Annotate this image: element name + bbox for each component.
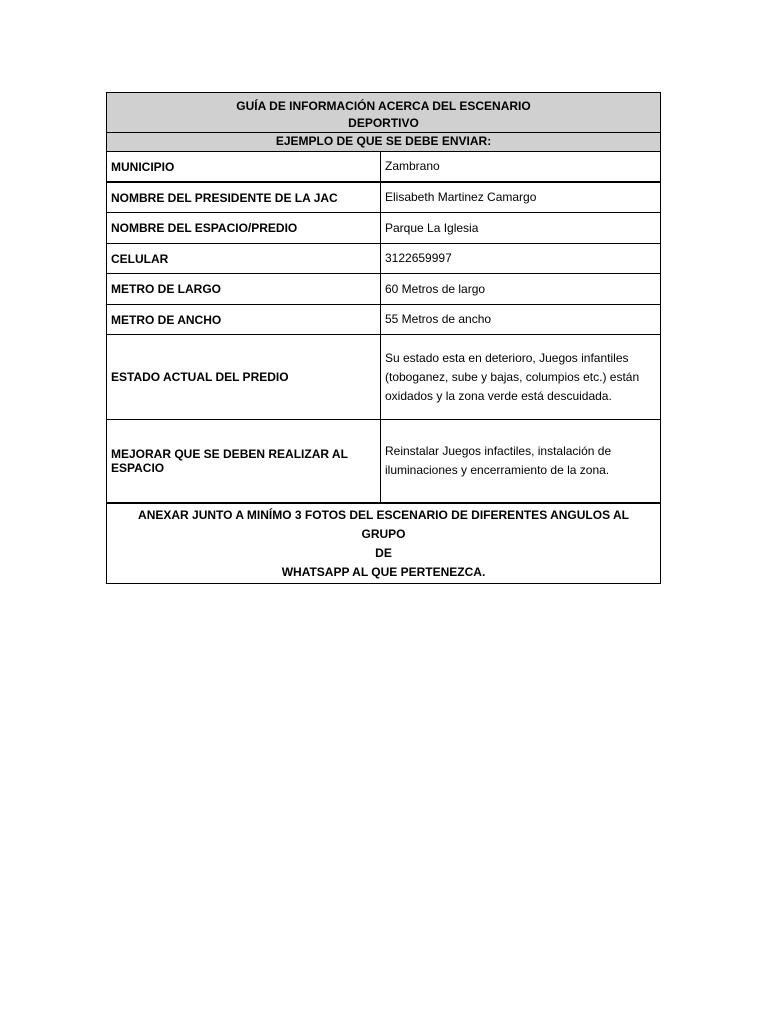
row-label: METRO DE LARGO	[107, 274, 381, 304]
footer-line-3: WHATSAPP AL QUE PERTENEZCA.	[281, 565, 486, 579]
row-value: Reinstalar Juegos infactiles, instalación de iluminaciones y encerramiento de la zona.	[385, 444, 612, 477]
footer-note	[107, 504, 660, 583]
row-value: 55 Metros de ancho	[385, 312, 492, 326]
footer-line-1: ANEXAR JUNTO A MINÍMO 3 FOTOS DEL ESCENARIO DE DIFERENTES ANGULOS AL GRUPO	[138, 508, 629, 541]
row-value: 3122659997	[385, 251, 452, 265]
table-row-ancho	[107, 305, 660, 335]
row-label: MUNICIPIO	[107, 152, 381, 181]
table-row-celular	[107, 244, 660, 274]
table-title	[107, 93, 660, 133]
row-label: MEJORAR QUE SE DEBEN REALIZAR AL ESPACIO	[107, 420, 381, 502]
row-value: Zambrano	[385, 159, 440, 173]
info-guide-table	[106, 92, 661, 584]
footer-line-2: DE	[375, 546, 392, 560]
row-value: Elisabeth Martinez Camargo	[385, 190, 537, 204]
table-subtitle: EJEMPLO DE QUE SE DEBE ENVIAR:	[107, 133, 660, 152]
row-label: NOMBRE DEL PRESIDENTE DE LA JAC	[107, 183, 381, 212]
row-label: ESTADO ACTUAL DEL PREDIO	[107, 335, 381, 419]
row-label: CELULAR	[107, 244, 381, 273]
row-value: 60 Metros de largo	[385, 281, 486, 296]
row-label: NOMBRE DEL ESPACIO/PREDIO	[107, 213, 381, 243]
title-line-1: GUÍA DE INFORMACIÓN ACERCA DEL ESCENARIO	[236, 99, 531, 113]
table-row-presidente	[107, 183, 660, 213]
title-line-2: DEPORTIVO	[348, 116, 419, 130]
table-row-espacio	[107, 213, 660, 244]
table-row-largo	[107, 274, 660, 305]
row-value: Parque La Iglesia	[385, 220, 479, 235]
table-row-estado	[107, 335, 660, 420]
row-label: METRO DE ANCHO	[107, 305, 381, 334]
row-value: Su estado esta en deterioro, Juegos infantiles (toboganez, sube y bajas, columpios etc.) están oxidados y la zona verde está descuidada.	[385, 350, 640, 403]
table-row-municipio	[107, 152, 660, 183]
table-row-mejoras	[107, 420, 660, 504]
